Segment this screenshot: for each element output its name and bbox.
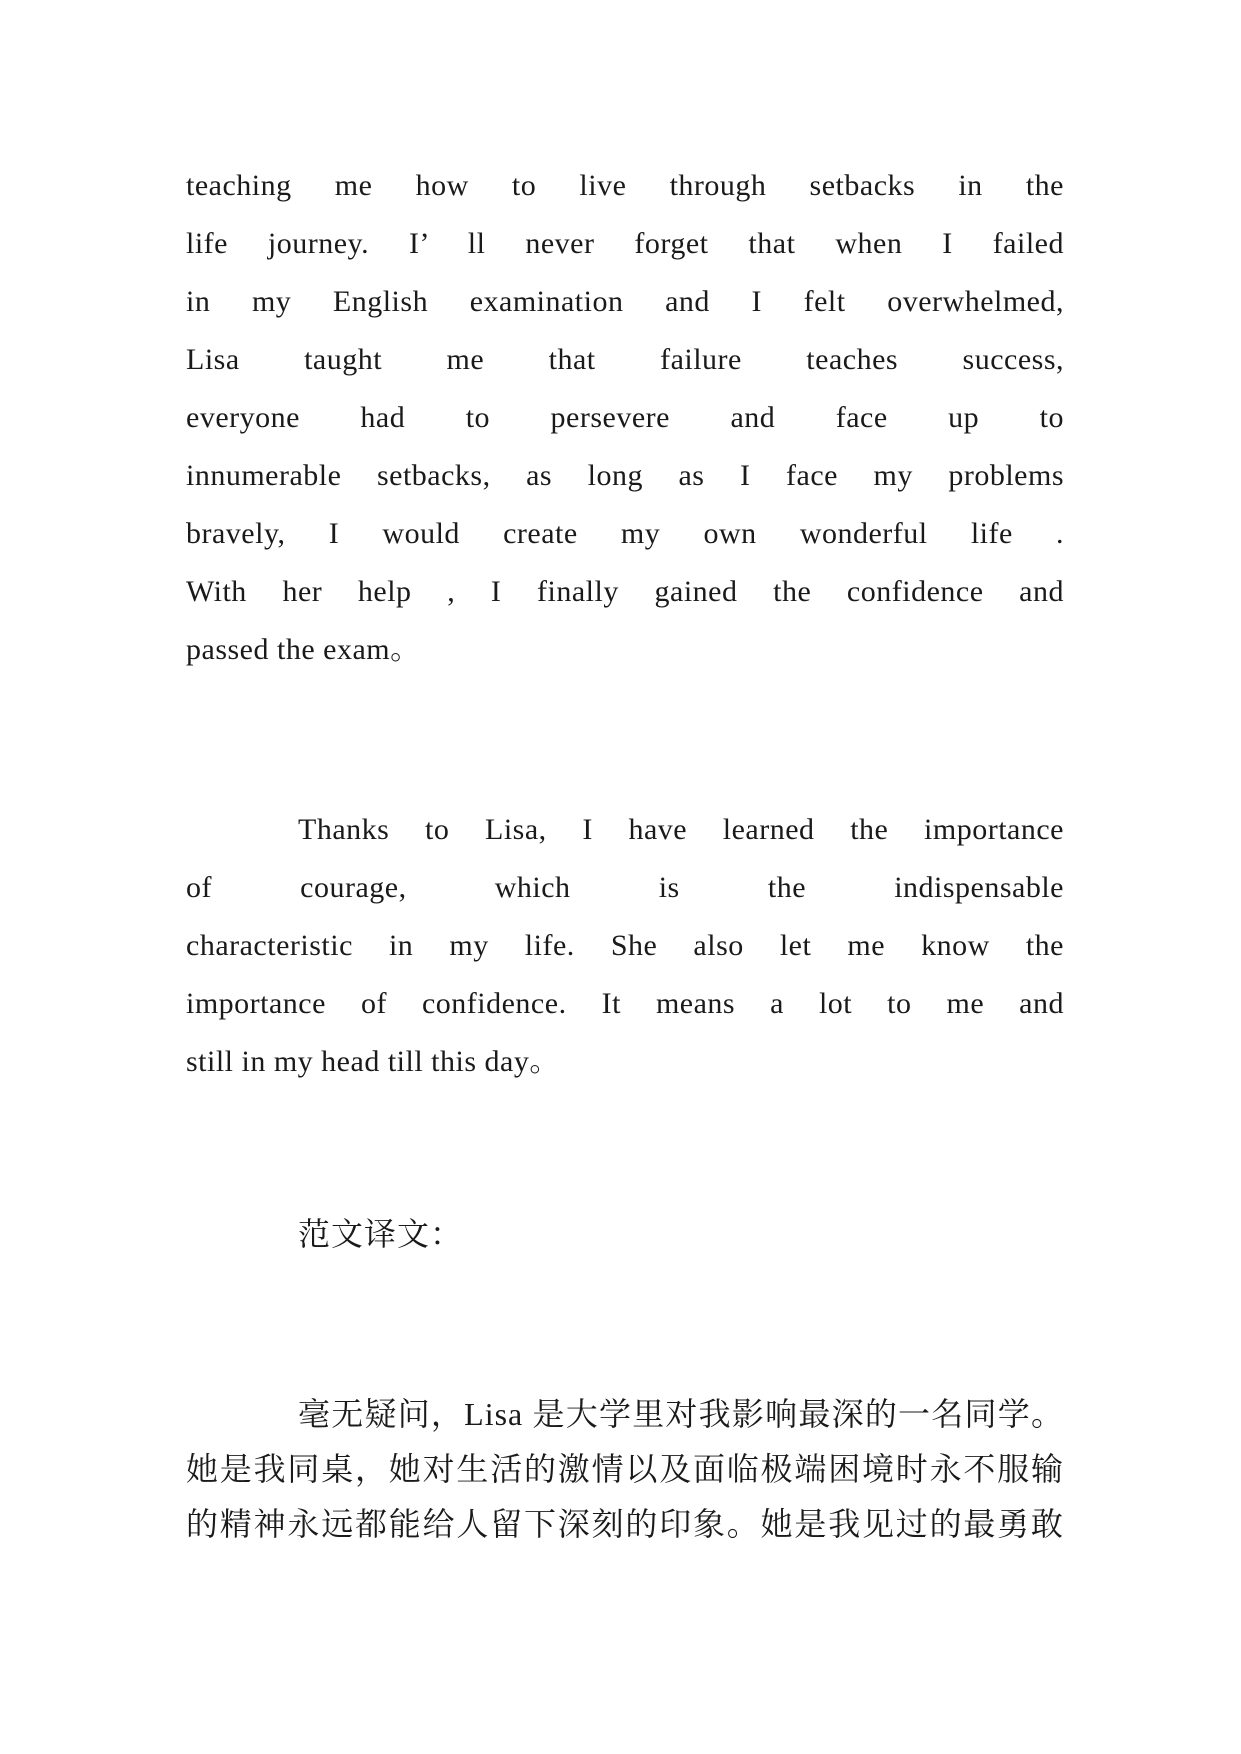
text-line: Thanks to Lisa, I have learned the importance: [298, 813, 1064, 846]
document-content: [186, 0, 1064, 1552]
text-line: Lisa taught me that failure teaches success,: [186, 343, 1064, 376]
text-line: everyone had to persevere and face up to: [186, 401, 1064, 434]
text-line: still in my head till this day。: [186, 1045, 560, 1078]
text-line: passed the exam。: [186, 633, 421, 666]
translation-heading: [186, 1205, 1064, 1263]
text-line: 范文译文：: [298, 1216, 464, 1252]
text-line: 的精神永远都能给人留下深刻的印象。她是我见过的最勇敢: [186, 1506, 1064, 1542]
text-line: importance of confidence. It means a lot to me and: [186, 987, 1064, 1020]
text-line: With her help , I finally gained the confidence and: [186, 575, 1064, 608]
text-line: teaching me how to live through setbacks in the: [186, 169, 1064, 202]
text-line: characteristic in my life. She also let me know the: [186, 929, 1064, 962]
text-line: of courage, which is the indispensable: [186, 871, 1064, 904]
text-line: innumerable setbacks, as long as I face my problems: [186, 459, 1064, 492]
text-line: bravely, I would create my own wonderful life .: [186, 517, 1064, 550]
text-line: life journey. I’ ll never forget that when I failed: [186, 227, 1064, 260]
text-line: in my English examination and I felt overwhelmed,: [186, 285, 1064, 318]
paragraph-english-body-2: [186, 801, 1064, 1091]
text-line: 她是我同桌，她对生活的激情以及面临极端困境时永不服输: [186, 1451, 1064, 1487]
paragraph-english-body-1: [186, 157, 1064, 679]
text-line: 毫无疑问，Lisa 是大学里对我影响最深的一名同学。: [298, 1396, 1064, 1432]
paragraph-chinese-translation: [186, 1387, 1064, 1552]
